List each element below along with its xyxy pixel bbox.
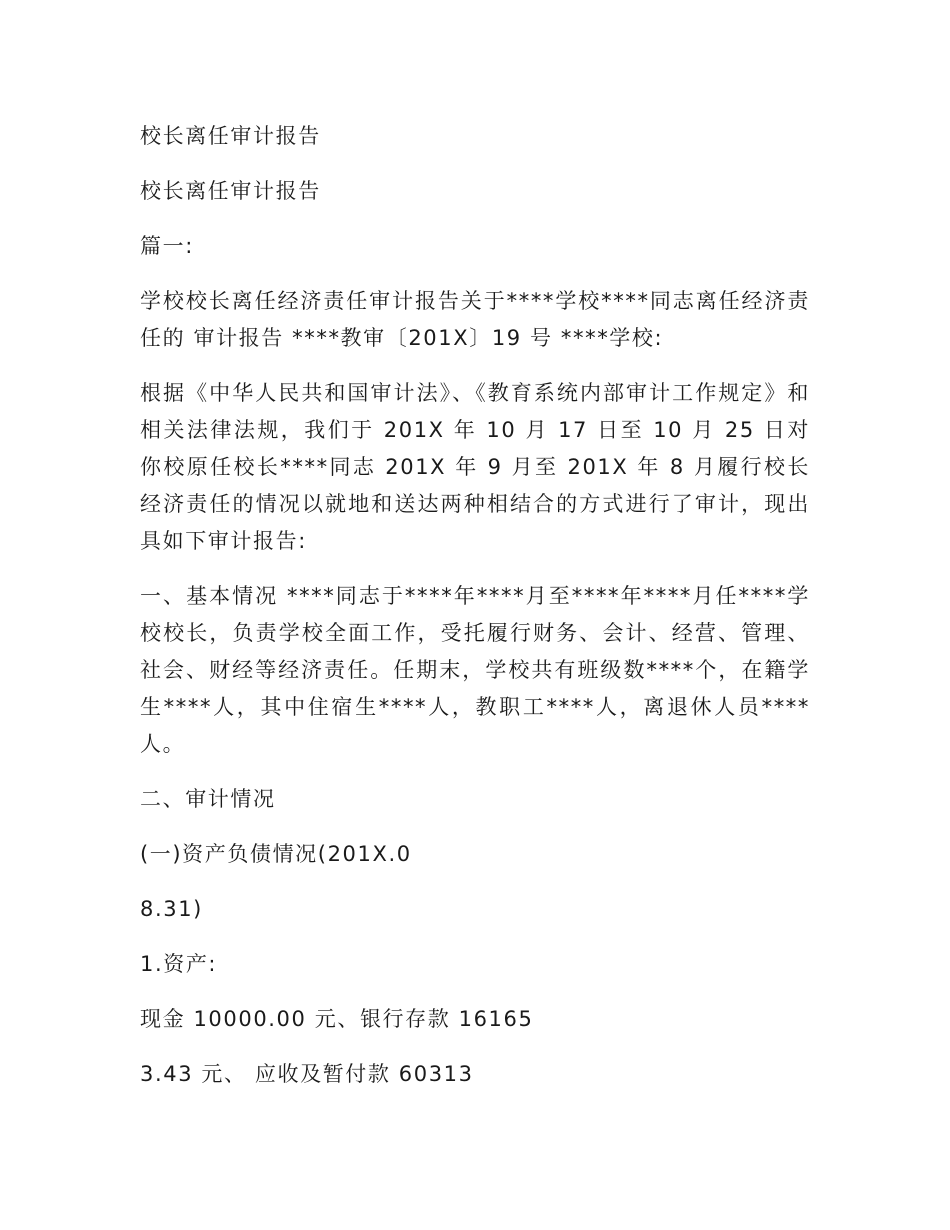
subsection-heading-assets: (一)资产负债情况(201X.0	[140, 842, 412, 866]
assets-cash-line: 现金 10000.00 元、银行存款 16165	[140, 1007, 534, 1031]
subsection-heading-date: 8.31)	[140, 897, 203, 921]
section-heading-audit: 二、审计情况	[140, 787, 276, 811]
document-title: 校长离任审计报告	[140, 124, 321, 148]
assets-receivable-line: 3.43 元、 应收及暂付款 60313	[140, 1062, 474, 1086]
chapter-heading: 篇一:	[140, 234, 194, 258]
document-subtitle: 校长离任审计报告	[140, 179, 321, 203]
basic-info-paragraph: 一、基本情况 ****同志于****年****月至****年****月任****学校校长，负责学校全面工作，受托履行财务、会计、经营、管理、社会、财经等经济责任。任期末，学校共有班级数****个，在籍学生****人，其中住宿生****人，教职工****人，离退休人员****人。	[140, 584, 810, 756]
item-heading-assets: 1.资产:	[140, 952, 218, 976]
document-body	[140, 118, 810, 1111]
audit-basis-paragraph: 根据《中华人民共和国审计法》、《教育系统内部审计工作规定》和相关法律法规，我们于 201X 年 10 月 17 日至 10 月 25 日对你校原任校长****同志 201X 年 9 月至 201X 年 8 月履行校长经济责任的情况以就地和送达两种相结合的方式进行了审计，现出具如下审计报告:	[140, 381, 810, 553]
intro-paragraph: 学校校长离任经济责任审计报告关于****学校****同志离任经济责任的 审计报告 ****教审〔201X〕19 号 ****学校:	[140, 289, 810, 350]
